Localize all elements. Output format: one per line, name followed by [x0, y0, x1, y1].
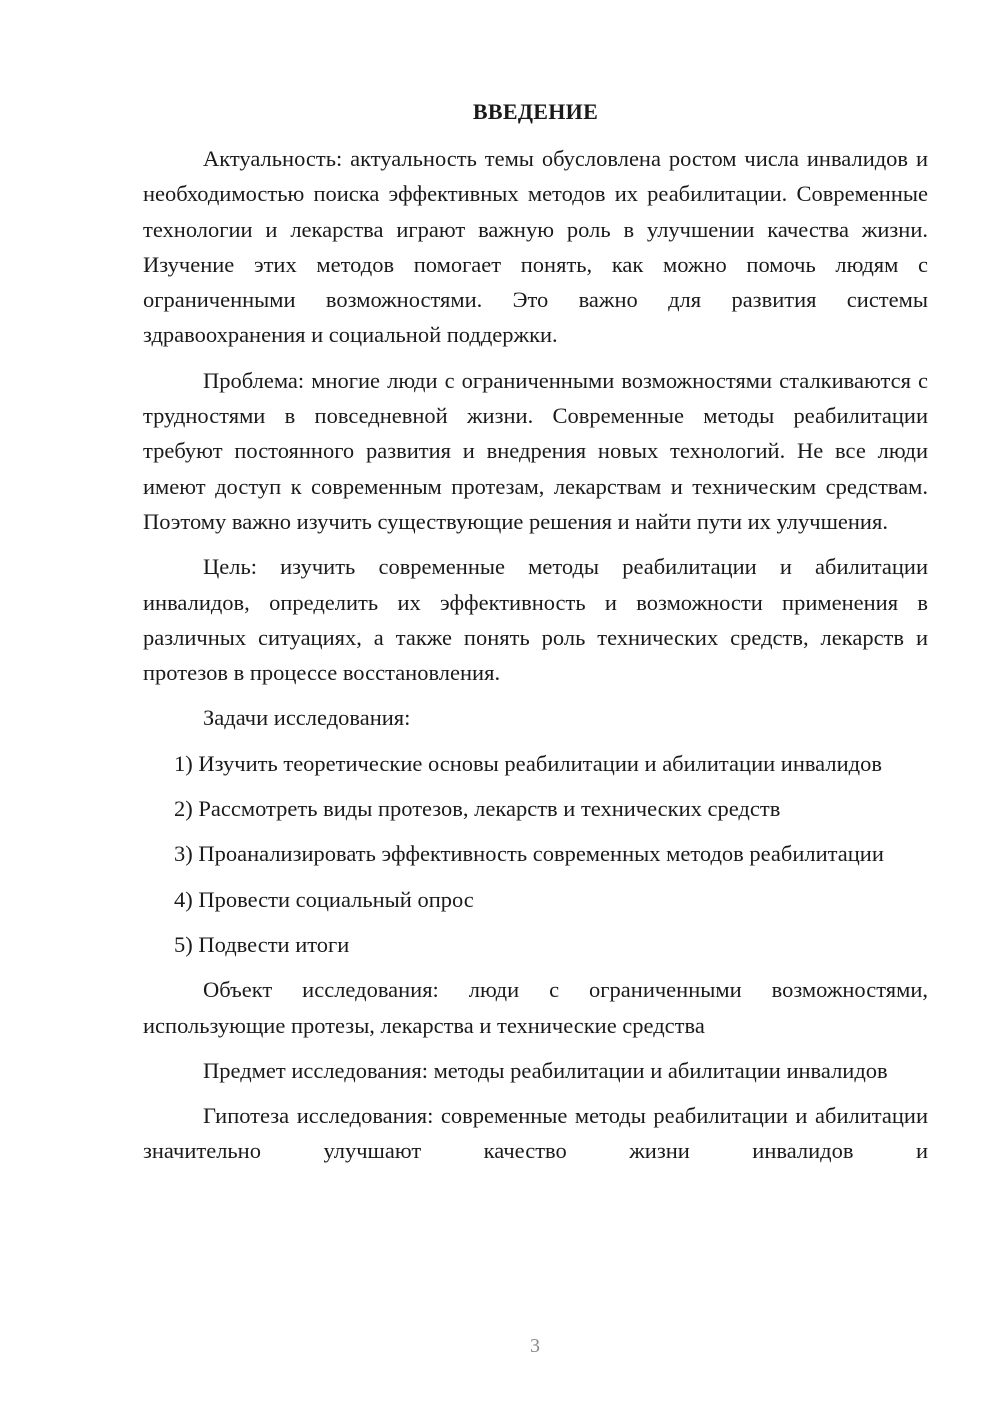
relevance-paragraph: Актуальность: актуальность темы обусловлена ростом числа инвалидов и необходимостью поиска эффективных методов их реабилитации. Современные технологии и лекарства играют важную роль в улучшении качества жизни. Изучение этих методов помогает понять, как можно помочь людям с ограниченными возможностями. Это важно для развития системы здравоохранения и социальной поддержки. [143, 146, 928, 348]
section-title: ВВЕДЕНИЕ [472, 99, 599, 124]
task-item-5: 5) Подвести итоги [174, 931, 350, 957]
task-item-2: 2) Рассмотреть виды протезов, лекарств и технических средств [174, 796, 781, 822]
research-subject-paragraph: Предмет исследования: методы реабилитации и абилитации инвалидов [203, 1057, 888, 1083]
task-item-3: 3) Проанализировать эффективность современных методов реабилитации [174, 841, 884, 867]
research-object-paragraph: Объект исследования: люди с ограниченными возможностями, использующие протезы, лекарства и технические средства [143, 977, 928, 1038]
page-body [143, 95, 928, 1179]
task-item-1: 1) Изучить теоретические основы реабилитации и абилитации инвалидов [174, 750, 882, 776]
goal-paragraph: Цель: изучить современные методы реабилитации и абилитации инвалидов, определить их эффективность и возможности применения в различных ситуациях, а также понять роль технических средств, лекарств и протезов в процессе восстановления. [143, 554, 928, 686]
problem-paragraph: Проблема: многие люди с ограниченными возможностями сталкиваются с трудностями в повседневной жизни. Современные методы реабилитации требуют постоянного развития и внедрения новых технологий. Не все люди имеют доступ к современным протезам, лекарствам и техническим средствам. Поэтому важно изучить существующие решения и найти пути их улучшения. [143, 367, 928, 534]
page-number: 3 [530, 1335, 540, 1357]
tasks-heading: Задачи исследования: [203, 705, 411, 731]
hypothesis-paragraph: Гипотеза исследования: современные методы реабилитации и абилитации значительно улучшают качество жизни инвалидов и [143, 1103, 928, 1164]
task-item-4: 4) Провести социальный опрос [174, 886, 474, 912]
